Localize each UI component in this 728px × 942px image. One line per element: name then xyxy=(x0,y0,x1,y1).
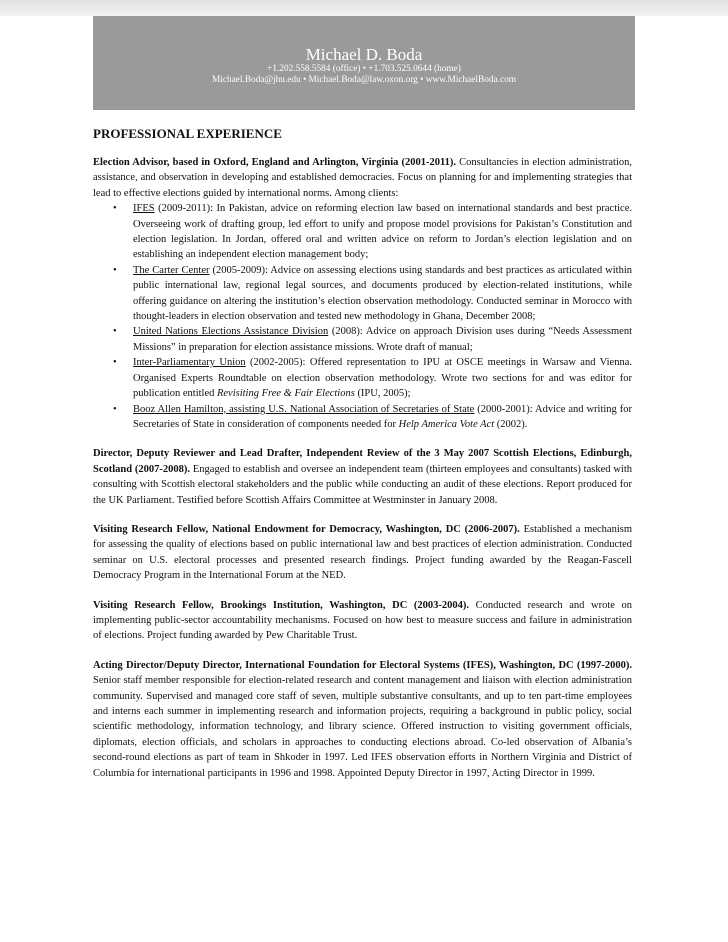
entry-body: Engaged to establish and oversee an independent team (thirteen employees and consultants) tasked with consulting with Scottish electoral stakeholders and the public while conducting an audit of these elections. Report produced for the UK Parliament. Testified before Scottish Affairs Committee at Westminster in January 2008. xyxy=(93,463,632,506)
entry-body: Senior staff member responsible for election-related research and content management and liaison with election administration community. Supervised and managed core staff of seven, multiple substantive consultants, and up to ten part-time employees and interns each summer in implementing research and information projects, requiring a background in public policy, social scientific methodology, information technology, and library science. Offered instruction to visiting government officials, diplomats, election officials, and scholars in approaches to conducting elections abroad. Co-led observation of Albania’s second-round elections as part of team in Shkoder in 1997. Led IFES observation efforts in Northern Virginia and District of Columbia for international participants in 1996 and 1998. Appointed Deputy Director in 1997, Acting Director in 1999. xyxy=(93,675,632,779)
client-org: United Nations Elections Assistance Division xyxy=(133,326,329,338)
client-org: The Carter Center xyxy=(133,264,210,276)
entry-body: Conducted research and wrote on implementing public-sector accountability mechanisms. Focused on how best to measure success and failure in administration of elections. Project funding awarded by Pew Charitable Trust. xyxy=(93,599,633,642)
experience-entry-2 xyxy=(93,446,632,508)
experience-entry-5 xyxy=(93,658,632,781)
client-text: (2000-2001): Advice and writing for Secretaries of State in consideration of components needed for xyxy=(133,403,632,430)
client-text-tail: (2002). xyxy=(494,418,528,430)
publication-title: Revisiting Free & Fair Elections xyxy=(216,388,355,400)
client-text-tail: (IPU, 2005); xyxy=(354,388,411,400)
client-text: (2002-2005): Offered representation to IPU at OSCE meetings in Warsaw and Vienna. Organised Experts Roundtable on election observation methodology. Wrote two sections for and was editor for publication entitled xyxy=(133,357,632,400)
top-edge-strip xyxy=(0,0,728,16)
phone-line: +1.202.558.5584 (office) • +1.703.525.0644 (home) xyxy=(267,64,461,74)
experience-entry-1 xyxy=(93,155,632,201)
entry-title: Visiting Research Fellow, National Endowment for Democracy, Washington, DC (2006-2007). xyxy=(93,523,520,535)
client-text: (2008): Advice on approach Division uses during “Needs Assessment Missions” in preparation for election assistance missions. Wrote draft of manual; xyxy=(133,326,633,353)
client-org: Booz Allen Hamilton, assisting U.S. National Association of Secretaries of State xyxy=(133,403,475,415)
client-list xyxy=(93,201,632,432)
client-org: IFES xyxy=(133,203,155,215)
client-item xyxy=(133,263,632,325)
client-item xyxy=(133,355,632,401)
client-text: (2009-2011): In Pakistan, advice on reforming election law based on international standards and best practice. Overseeing work of drafting group, led effort to unify and propose model provisions for Pakistan’s Constitution and election legislation. In Jordan, offered oral and written advice on reform to Jordan’s election legislation and on establishing an independent election management body; xyxy=(133,203,632,261)
client-item xyxy=(133,402,632,433)
entry-body: Established a mechanism for assessing the quality of elections based on public international law and best practices of election administration. Conducted seminar on U.S. electoral processes and presented research findings. Project funding awarded by the Reagan-Fascell Democracy Program in the International Forum at the NED. xyxy=(93,523,633,582)
entry-title: Acting Director/Deputy Director, International Foundation for Electoral Systems (IFES), Washington, DC (1997-2000). xyxy=(93,659,632,671)
resume-content xyxy=(93,126,632,795)
entry-title: Visiting Research Fellow, Brookings Institution, Washington, DC (2003-2004). xyxy=(93,599,469,611)
entry-body: Consultancies in election administration, assistance, and observation in developing and established democracies. Focus on planning for and implementing strategies that lead to effective elections guided by international norms. Among clients: xyxy=(93,157,633,199)
contact-line: Michael.Boda@jhu.edu • Michael.Boda@law.oxon.org • www.MichaelBoda.com xyxy=(212,75,516,85)
publication-title: Help America Vote Act xyxy=(398,418,495,430)
section-title: PROFESSIONAL EXPERIENCE xyxy=(93,126,282,141)
client-item xyxy=(133,324,632,355)
entry-title: Director, Deputy Reviewer and Lead Drafter, Independent Review of the 3 May 2007 Scottish Elections, Edinburgh, Scotland (2007-2008). xyxy=(93,448,632,475)
header-banner xyxy=(93,16,635,110)
client-text: (2005-2009): Advice on assessing elections using standards and best practices as articulated within public international law, regional legal sources, and documents produced by election-related institutions, while offering guidance on altering the institution’s election observation methodology. Conducted seminar in Morocco with thought-leaders in election observation and tested new methodology in Ghana, December 2008; xyxy=(133,264,633,323)
experience-entry-3 xyxy=(93,522,632,584)
entry-title: Election Advisor, based in Oxford, England and Arlington, Virginia (2001-2011). xyxy=(93,157,457,168)
author-name: Michael D. Boda xyxy=(305,45,423,64)
experience-entry-4 xyxy=(93,598,632,644)
client-item xyxy=(133,201,632,263)
client-org: Inter-Parliamentary Union xyxy=(133,357,246,369)
